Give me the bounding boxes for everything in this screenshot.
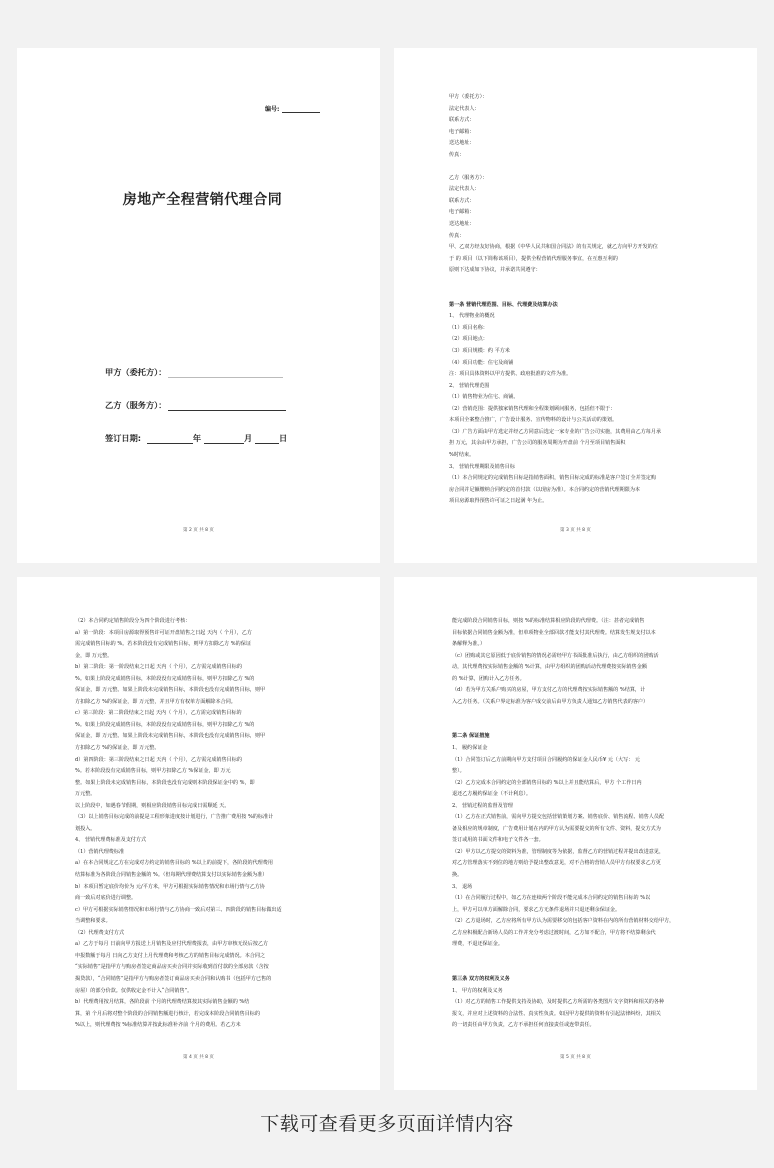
text-line: c）甲方可根据实际销售情况和市场行情与乙方协商一致后对第三、四阶段的销售目标做出适 [75, 906, 282, 913]
text-line: 算，第 个月后将对整个阶段的合同销售额进行核计，若完成本阶段合同销售目标的 [75, 1010, 260, 1017]
page-3-text [449, 92, 709, 508]
text-line: %。如果上阶段完成销售目标，本阶段没有完成销售目标，则甲方扣除乙方 %的 [75, 721, 255, 728]
text-line: d）第四阶段：第三阶段结束之日起 天内（ 个月），乙方需完成销售目标的 [75, 756, 242, 763]
text-line: （3）项目规模：约 平方米 [449, 348, 510, 355]
text-line: 本项目全案整合推广，广告设计服务、宣传物料的设计与公关活动的策划。 [449, 417, 618, 424]
text-line: 当调整和要求。 [75, 918, 111, 925]
text-line: 入乙方任务。（关系户界定标准为客户成交前后由甲方负责人通知乙方销售代表的客户） [452, 698, 649, 705]
text-line: 保证金，即 万元整。如果上阶段未完成销售目标，本阶段也没有完成销售目标，则甲 [75, 687, 266, 694]
text-line: （1）项目名称： [449, 324, 488, 331]
text-line: 第二条 保证措施 [452, 733, 490, 740]
text-line: 担 万元，其余由甲方承担，广告公司的服务周期为开盘前 个月至项目销售面积 [449, 440, 626, 447]
contract-title: 房地产全程营销代理合同 [122, 192, 283, 208]
month-label: 月 [243, 433, 253, 443]
text-line: （1）对乙方的销售工作提供支持及协助，及时提供乙方所需的各类图片文字资料和相关的各种 [452, 999, 665, 1006]
page-cover [17, 48, 380, 563]
text-line: 需完成销售目标的 %。若本阶段没有完成销售目标，则甲方扣除乙方 %的保证 [75, 641, 251, 648]
text-line: 方扣除乙方 %的保证金，即 万元整。 [75, 745, 160, 752]
month-blank [204, 435, 244, 444]
text-line: 2、 营销代理范围 [449, 382, 490, 389]
text-line: 甲方（委托方）： [449, 94, 488, 100]
text-line: （1）合同签订后乙方前期向甲方支付项目合同履约的保证金人民币¥ 元（大写： 元 [452, 756, 641, 763]
text-line: （1）在合同履行过程中，如乙方在连续两个阶段不能完成本合同约定的销售目标的 %以 [452, 895, 651, 902]
text-line: “实际销售”是指甲方与购房者签定商品房买卖合同并实际收到首付款的全部房款（含按 [75, 964, 269, 971]
text-line: a）乙方于每月 日前向甲方报送上月销售及应付代理费报表，由甲方审核无误后按乙方 [75, 941, 269, 948]
party-b-line [105, 400, 286, 411]
text-line: 甲、乙双方经友好协商，根据《中华人民共和国合同法》的有关规定，就乙方向甲方开发的位 [449, 244, 658, 251]
text-line: （2）甲方以乙方提交的资料为准，管理制度等为依据，监督乙方的营销过程并提出改进意见， [452, 848, 665, 855]
text-line: 3、 退场 [452, 883, 473, 890]
page-footer: 第 2 页 共 8 页 [183, 528, 214, 533]
year-label: 年 [192, 433, 202, 443]
text-line: 注：项目具体资料以甲方提供、政府批准的文件为准。 [449, 371, 572, 378]
text-line: 乙方应积极配合新场人员的工作并充分考虑过渡时间，乙方如不配合，甲方将不结算剩余代 [452, 929, 656, 936]
text-line: 的一切责任由甲方负责，乙方不承担任何直接责任或连带责任。 [452, 1022, 595, 1029]
text-line: a）在本合同规定乙方在完成对方约定的销售目标的 %以上的前提下，各阶段的代理费用 [75, 860, 273, 867]
text-line: 原则下达成如下协议，并承诺共同遵守： [449, 267, 541, 274]
text-line: b）代理费用按月结算，各阶段前 个月的代理费结算按其实际销售金额的 %结 [75, 999, 250, 1006]
page-footer: 第 4 页 共 8 页 [183, 1055, 214, 1060]
doc-no-label: 编号: [265, 106, 280, 113]
party-b-blank [168, 410, 286, 411]
text-line: （3）广告方面由甲方选定并经乙方同意后选定一家专业的广告公司实施，其费用由乙方每月承 [449, 428, 662, 435]
text-line: 法定代表人： [449, 186, 480, 193]
day-blank [255, 435, 279, 444]
party-b-label: 乙方（服务方）： [105, 400, 167, 410]
text-line: a）第一阶段：本项目房源取得预售许可证开盘销售之日起 天内（ 个月），乙方 [75, 629, 252, 636]
text-line: b）本项目暂定底价均价为 元/平方米，甲方可根据实际销售情况和市场行情与乙方协 [75, 883, 265, 890]
text-line: 房合同并足额缴纳合同约定的首付款（以现房为准）。本合同约定的营销代理期限为本 [449, 486, 641, 493]
text-line: 电子邮箱： [449, 209, 475, 216]
text-line: 目标依据合同销售金额为准，但单项物业全部回款才能支付其代理费。结算发生规支付以本 [452, 629, 656, 636]
text-line: %以上，则代理费按 %标准结算并按此标准补齐前 个月的费用。若乙方未 [75, 1022, 241, 1029]
text-line: （4）项目功能：住宅及商铺 [449, 359, 514, 366]
text-line: 整）。 [452, 768, 465, 775]
page-4 [17, 577, 380, 1090]
text-line: （2）本合同约定销售阶段分为四个阶段进行考核： [75, 618, 191, 624]
text-line: 上，甲方可以单方面解除合同，要求乙方无条件退场并只退还剩余保证金。 [452, 906, 621, 913]
text-line: 1、 代理物业的概况 [449, 313, 495, 320]
text-line: 揭贷款），“合同销售”是指甲方与购房者签订商品房买卖合同和认购书（包括甲方已售的 [75, 975, 272, 982]
text-line: b）第二阶段：第一阶段结束之日起 天内（ 个月），乙方需完成销售目标的 [75, 664, 242, 671]
text-line: %。如果上阶段完成销售目标，本阶段没有完成销售目标，则甲方扣除乙方 %的 [75, 675, 255, 682]
text-line: 房屋）的部分价款。仅供收定金不计入“合同销售”。 [75, 987, 193, 994]
text-line: （1）乙方在正式销售前，需向甲方提交包括营销策划方案、销售底价、销售流程、销售人员配 [452, 814, 665, 821]
text-line: 联系方式： [449, 197, 475, 204]
party-a-line [105, 367, 283, 378]
text-line: %。若本阶段没有完成销售目标，则甲方扣除乙方 %保证金，即 万元 [75, 768, 231, 775]
text-line: 于 的 项目（以下简称该项目），提供全程营销代理服务事宜，在互惠互利的 [449, 255, 618, 262]
text-line: 万元整。 [75, 791, 96, 798]
text-line: 2、 营销过程的监督及管理 [452, 802, 513, 809]
text-line: %时结束。 [449, 451, 475, 458]
text-line: 1、 履约保证金 [452, 745, 488, 752]
sign-date-line [105, 433, 287, 444]
text-line [449, 277, 709, 289]
page-footer: 第 3 页 共 8 页 [560, 528, 591, 533]
text-line: （3）以上销售目标完成的前提是工程形象进度按计划进行，广告推广费用按 %的标准计 [75, 814, 274, 821]
text-line: 传真： [449, 232, 465, 239]
text-line [452, 720, 709, 732]
text-line: （d）若为甲方关系户购买的房屋，甲方支付乙方的代理费按实际销售额的 %结算，计 [452, 687, 646, 694]
text-line: 方扣除乙方 %的保证金，即 万元整，并且甲方有权单方面解除本合同。 [75, 698, 236, 705]
page-5 [394, 577, 757, 1090]
text-line: 法定代表人： [449, 105, 480, 112]
text-line: 联系方式： [449, 117, 475, 124]
party-a-label: 甲方（委托方）： [105, 367, 167, 377]
text-line: （2）乙方完成本合同约定的全部销售目标的 %以上并且能结算后，甲方 个工作日内 [452, 779, 642, 786]
text-line: c）第三阶段：第二阶段结束之日起 天内（ 个月），乙方需完成销售目标的 [75, 710, 242, 717]
text-line: 保证金，即 万元整。如果上阶段未完成销售目标，本阶段也没有完成销售目标，则甲 [75, 733, 266, 740]
text-line: 送达地址： [449, 140, 475, 147]
text-line: 电子邮箱： [449, 128, 475, 135]
page-3 [394, 48, 757, 563]
text-line: 申报数额于每月 日向乙方支付上月代理费和考核乙方的销售目标完成情况。本合同之 [75, 952, 266, 959]
text-line: （2）乙方退场时，乙方应将所有甲方认为需要移交的包括客户资料在内的所有营销材料交给甲方， [452, 918, 675, 925]
text-line: 第一条 营销代理范围、目标、代理费及结算办法 [449, 301, 558, 308]
text-line: 对乙方管理落实不到位的地方则给予提出整改意见，对不合格的营销人员甲方有权要求乙方更 [452, 860, 661, 867]
year-blank [147, 435, 193, 444]
day-label: 日 [279, 433, 288, 443]
party-a-blank [168, 377, 283, 378]
text-line [452, 951, 709, 963]
text-line: 3、 营销代理期限及销售目标 [449, 463, 515, 470]
text-line: 以上阶段中，如遇春节假期，则相应阶段销售目标完成日需顺延 天。 [75, 802, 230, 809]
text-line: 整。如果上阶段未完成销售目标，本阶段也没有完成则本阶段保证金中的 %，即 [75, 779, 255, 786]
text-line: 报文，并应对上述资料的合法性、真实性负责。如因甲方提供的资料有引起法律纠纷，其相关 [452, 1010, 661, 1017]
text-line: 退还乙方履约保证金（不计利息）。 [452, 791, 531, 798]
text-line: 划投入。 [75, 825, 96, 832]
text-line: （2）代理费支付方式 [75, 929, 125, 936]
text-line: 换。 [452, 872, 463, 879]
text-line [449, 288, 709, 300]
text-line: （1）营销代理费标准 [75, 848, 125, 855]
text-line: 乙方（服务方）： [449, 174, 488, 181]
sign-date-label: 签订日期: [105, 433, 142, 443]
text-line: （1）本合同规定的完成销售目标是指销售面积，销售目标完成的标准是客户签订全并签定购 [449, 475, 656, 482]
text-line: 1、 甲方的权利及义务 [452, 987, 503, 994]
text-line: 传真： [449, 151, 465, 158]
text-line: 理费，不退还保证金。 [452, 941, 503, 948]
text-line: 金，即 万元整。 [75, 652, 113, 659]
text-line: 签订或用的书面文件和电子文件各一套。 [452, 837, 544, 844]
text-line: （1）销售物业为住宅、商铺。 [449, 394, 519, 401]
page-5-text [452, 616, 709, 1032]
text-line: （2）营销范围：提供独家销售代理和全程策划顾问服务，包括但不限于： [449, 405, 616, 412]
text-line: 4、 营销代理费标准及支付方式 [75, 837, 147, 844]
page-4-text [75, 616, 332, 1032]
page-footer: 第 5 页 共 8 页 [560, 1055, 591, 1060]
text-line: 第三条 双方的权利及义务 [452, 975, 510, 982]
text-line: 项目房源取得预售许可证之日起满 年为止。 [449, 498, 548, 505]
text-line: 条解释为准。） [452, 641, 486, 648]
text-line [449, 161, 709, 173]
text-line: 的 %计算，团购计入乙方任务。 [452, 675, 525, 682]
text-line: （2）项目地点： [449, 336, 488, 343]
doc-no-blank [282, 106, 320, 113]
download-caption: 下载可查看更多页面详情内容 [260, 1113, 514, 1135]
text-line: 能完成阶段合同销售目标，则按 %的标准结算相应阶段的代理费。（注：甚者完成销售 [452, 618, 645, 624]
text-line [452, 962, 709, 974]
text-line: 结算标准为各阶段合同销售金额的 %。（但每期代理费结算支付以实际销售金额为准） [75, 872, 268, 879]
document-number [265, 104, 320, 113]
text-line [452, 708, 709, 720]
text-line: （c）团购或其它原因低于底价销售的情况必需经甲方书面批准后执行，由乙方组织的团购活 [452, 652, 659, 659]
text-line: 动，其代理费按实际销售金额的 %计算，由甲方组织的团购活动代理费按实际销售金额 [452, 664, 647, 671]
text-line: 送达地址： [449, 221, 475, 228]
text-line: 商一致后对底价进行调整。 [75, 895, 137, 902]
text-line: 备及相应的规章制度，广告费用计划在内的甲方认为需要提交的所有文件、资料，提交方式为 [452, 825, 661, 832]
